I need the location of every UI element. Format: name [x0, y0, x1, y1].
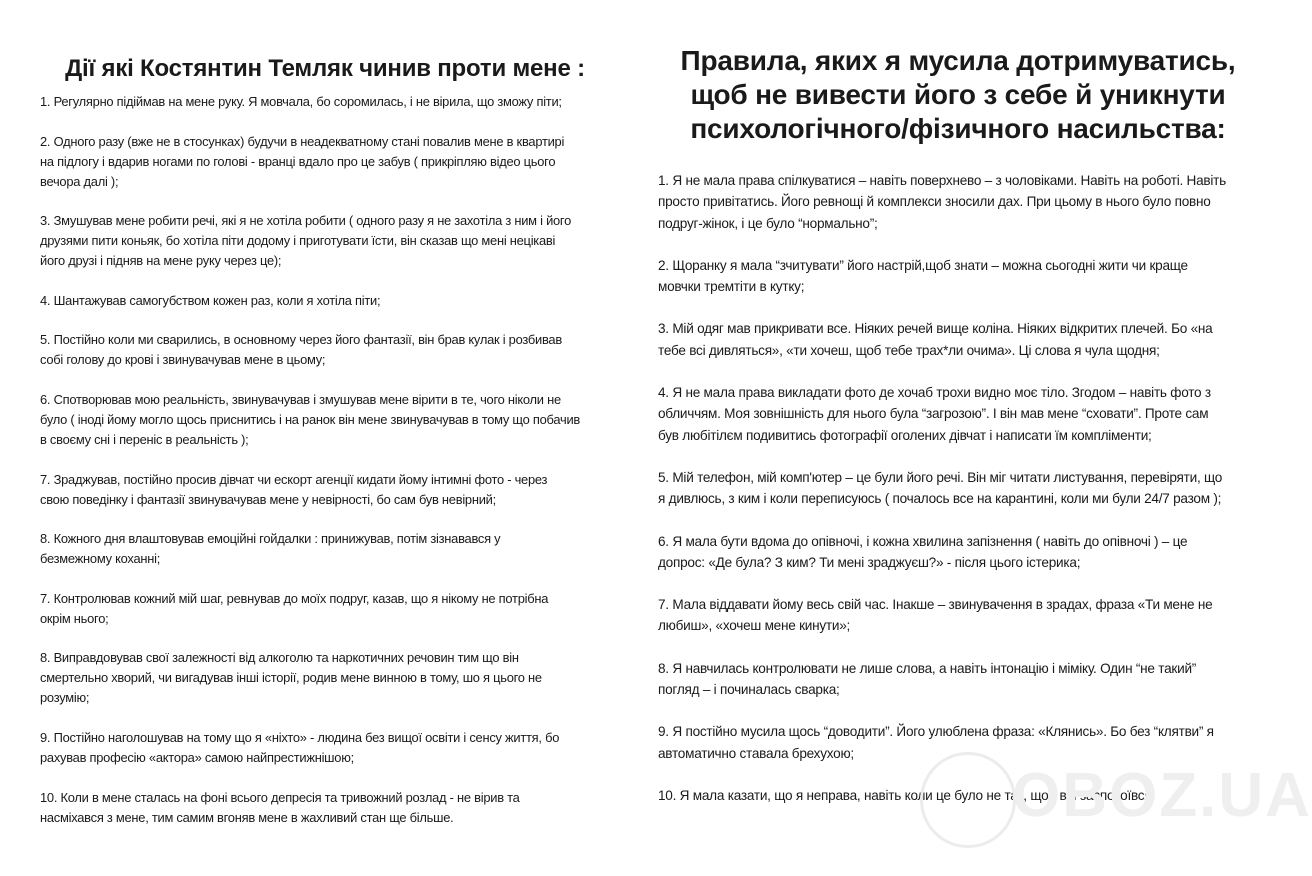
- list-item-line: 2. Одного разу (вже не в стосунках) будучи в неадекватному стані повалив мене в квартирі: [40, 133, 565, 149]
- list-item: [658, 531, 1273, 574]
- list-item: [658, 318, 1273, 361]
- list-item: [658, 382, 1273, 446]
- list-item-line: окрім нього;: [40, 610, 109, 626]
- list-item-line: просто привітатись. Його ревнощі й комплекси зносили дах. При цьому в нього було повно: [658, 194, 1211, 210]
- list-item: [658, 467, 1273, 510]
- left-column: [40, 52, 620, 847]
- list-item-line: 9. Я постійно мусила щось “доводити”. Його улюблена фраза: «Клянись». Бо без “клятви” я: [658, 724, 1214, 740]
- list-item-line: допрос: «Де була? З ким? Ти мені зраджуєш?» - після цього істерика;: [658, 554, 1081, 570]
- list-item: [40, 788, 620, 828]
- right-column: [658, 44, 1273, 827]
- list-item-line: 8. Я навчилась контролювати не лише слова, а навіть інтонацію і міміку. Один “не такий”: [658, 660, 1197, 676]
- list-item-line: 4. Я не мала права викладати фото де хочаб трохи видно моє тіло. Згодом – навіть фото з: [658, 385, 1211, 401]
- list-item-line: вечора далі );: [40, 173, 119, 189]
- right-title-line: Правила, яких я мусила дотримуватись,: [680, 45, 1236, 76]
- list-item-line: погляд – і починалась сварка;: [658, 682, 840, 698]
- list-item-line: любиш», «хочеш мене кинути»;: [658, 618, 851, 634]
- list-item: [40, 330, 620, 370]
- list-item-line: 3. Мій одяг мав прикривати все. Ніяких речей вище коліна. Ніяких відкритих плечей. Бо «на: [658, 321, 1213, 337]
- list-item: [40, 648, 620, 708]
- list-item: [40, 211, 620, 271]
- left-title: Дії які Костянтин Темляк чинив проти мене :: [65, 55, 585, 82]
- list-item-line: в своєму сні і переніс в реальність );: [40, 431, 249, 447]
- list-item: [40, 529, 620, 569]
- list-item-line: 8. Виправдовував свої залежності від алкоголю та наркотичних речовин тим що він: [40, 650, 519, 666]
- list-item-line: 7. Контролював кожний мій шаг, ревнував до моїх подруг, казав, що я нікому не потрібна: [40, 590, 549, 606]
- list-item: [40, 470, 620, 510]
- list-item: [40, 728, 620, 768]
- list-item-line: насміхався з мене, тим самим вгоняв мене в жахливий стан ще більше.: [40, 809, 454, 825]
- list-item: [40, 291, 620, 311]
- right-title-line: психологічного/фізичного насильства:: [690, 113, 1226, 144]
- list-item-line: 2. Щоранку я мала “зчитувати” його настрій,щоб знати – можна сьогодні жити чи краще: [658, 257, 1188, 273]
- list-item-line: 6. Спотворював мою реальність, звинувачував і змушував мене вірити в те, чого ніколи не: [40, 391, 561, 407]
- list-item: [658, 594, 1273, 637]
- list-item-line: 7. Зраджував, постійно просив дівчат чи ескорт агенції кидати йому інтимні фото - через: [40, 471, 548, 487]
- left-list: [40, 92, 620, 828]
- list-item-line: 5. Постійно коли ми сварились, в основному через його фантазії, він брав кулак і розбивав: [40, 332, 562, 348]
- list-item-line: 10. Коли в мене сталась на фоні всього депресія та тривожний розлад - не вірив та: [40, 789, 520, 805]
- list-item-line: друзями пити коньяк, бо хотіла піти додому і приготувати їсти, він сказав що мені нецікаві: [40, 233, 556, 249]
- list-item: [658, 255, 1273, 298]
- list-item-line: 4. Шантажував самогубством кожен раз, коли я хотіла піти;: [40, 292, 381, 308]
- right-title-line: щоб не вивести його з себе й уникнути: [690, 79, 1226, 110]
- list-item-line: собі голову до крові і звинувачував мене в цьому;: [40, 352, 326, 368]
- list-item-line: автоматично ставала брехухою;: [658, 745, 854, 761]
- list-item-line: на підлогу і вдарив ногами по голові - вранці вдало про це забув ( прикріпляю відео цього: [40, 153, 556, 169]
- list-item: [40, 589, 620, 629]
- right-title: [658, 44, 1258, 146]
- list-item-line: 3. Змушував мене робити речі, які я не хотіла робити ( одного разу я не захотіла з ним і його: [40, 213, 572, 229]
- list-item-line: рахував професію «актора» самою найпрестижнішою;: [40, 749, 354, 765]
- list-item: [40, 132, 620, 192]
- list-item-line: був любітілєм подивитись фотографії оголених дівчат і написати їм компліменти;: [658, 427, 1152, 443]
- list-item: [40, 390, 620, 450]
- list-item-line: я дивлюсь, з ким і коли переписуюсь ( почалось все на карантині, коли ми були 24/7 разом );: [658, 491, 1222, 507]
- list-item-line: свою поведінку і фантазії звинувачував мене у невірності, бо сам був невірний;: [40, 491, 496, 507]
- list-item: [40, 92, 620, 112]
- list-item-line: розумію;: [40, 690, 90, 706]
- list-item-line: мовчки тремтіти в кутку;: [658, 279, 805, 295]
- list-item-line: подруг-жінок, і це було “нормально”;: [658, 215, 878, 231]
- list-item-line: 10. Я мала казати, що я неправа, навіть коли це було не так, щоб він заспокоївся.: [658, 787, 1155, 803]
- list-item-line: 5. Мій телефон, мій комп'ютер – це були його речі. Він міг читати листування, перевіряти, що: [658, 469, 1223, 485]
- list-item-line: 7. Мала віддавати йому весь свій час. Інакше – звинувачення в зрадах, фраза «Ти мене не: [658, 597, 1213, 613]
- watermark-logo-icon: [920, 752, 1016, 848]
- list-item-line: 1. Регулярно підіймав на мене руку. Я мовчала, бо соромилась, і не вірила, що зможу піти;: [40, 94, 562, 109]
- watermark-text: OBOZ.UA: [1012, 761, 1312, 830]
- list-item-line: безмежному коханні;: [40, 551, 161, 567]
- list-item-line: 6. Я мала бути вдома до опівночі, і кожна хвилина запізнення ( навіть до опівночі ) – це: [658, 533, 1188, 549]
- list-item-line: тебе всі дивляться», «ти хочеш, щоб тебе трах*ли очима». Ці слова я чула щодня;: [658, 342, 1160, 358]
- right-list: [658, 170, 1273, 806]
- list-item: [658, 170, 1273, 234]
- list-item-line: його друзі і підняв на мене руку через це);: [40, 253, 282, 269]
- list-item-line: смертельно хворий, чи вигадував інші історії, родив мене винною в тому, шо я цього не: [40, 670, 542, 686]
- list-item-line: було ( іноді йому могло щось приснитись і на ранок він мене звинувачував в тому що побачив: [40, 411, 581, 427]
- list-item-line: обличчям. Моя зовнішність для нього була “загрозою”. І він мав мене “сховати”. Проте сам: [658, 406, 1209, 422]
- list-item-line: 1. Я не мала права спілкуватися – навіть поверхнево – з чоловіками. Навіть на роботі. Навіть: [658, 173, 1226, 188]
- list-item-line: 9. Постійно наголошував на тому що я «ніхто» - людина без вищої освіти і сенсу життя, бо: [40, 729, 560, 745]
- list-item: [658, 658, 1273, 701]
- list-item-line: 8. Кожного дня влаштовував емоційні гойдалки : принижував, потім зізнавався у: [40, 531, 501, 547]
